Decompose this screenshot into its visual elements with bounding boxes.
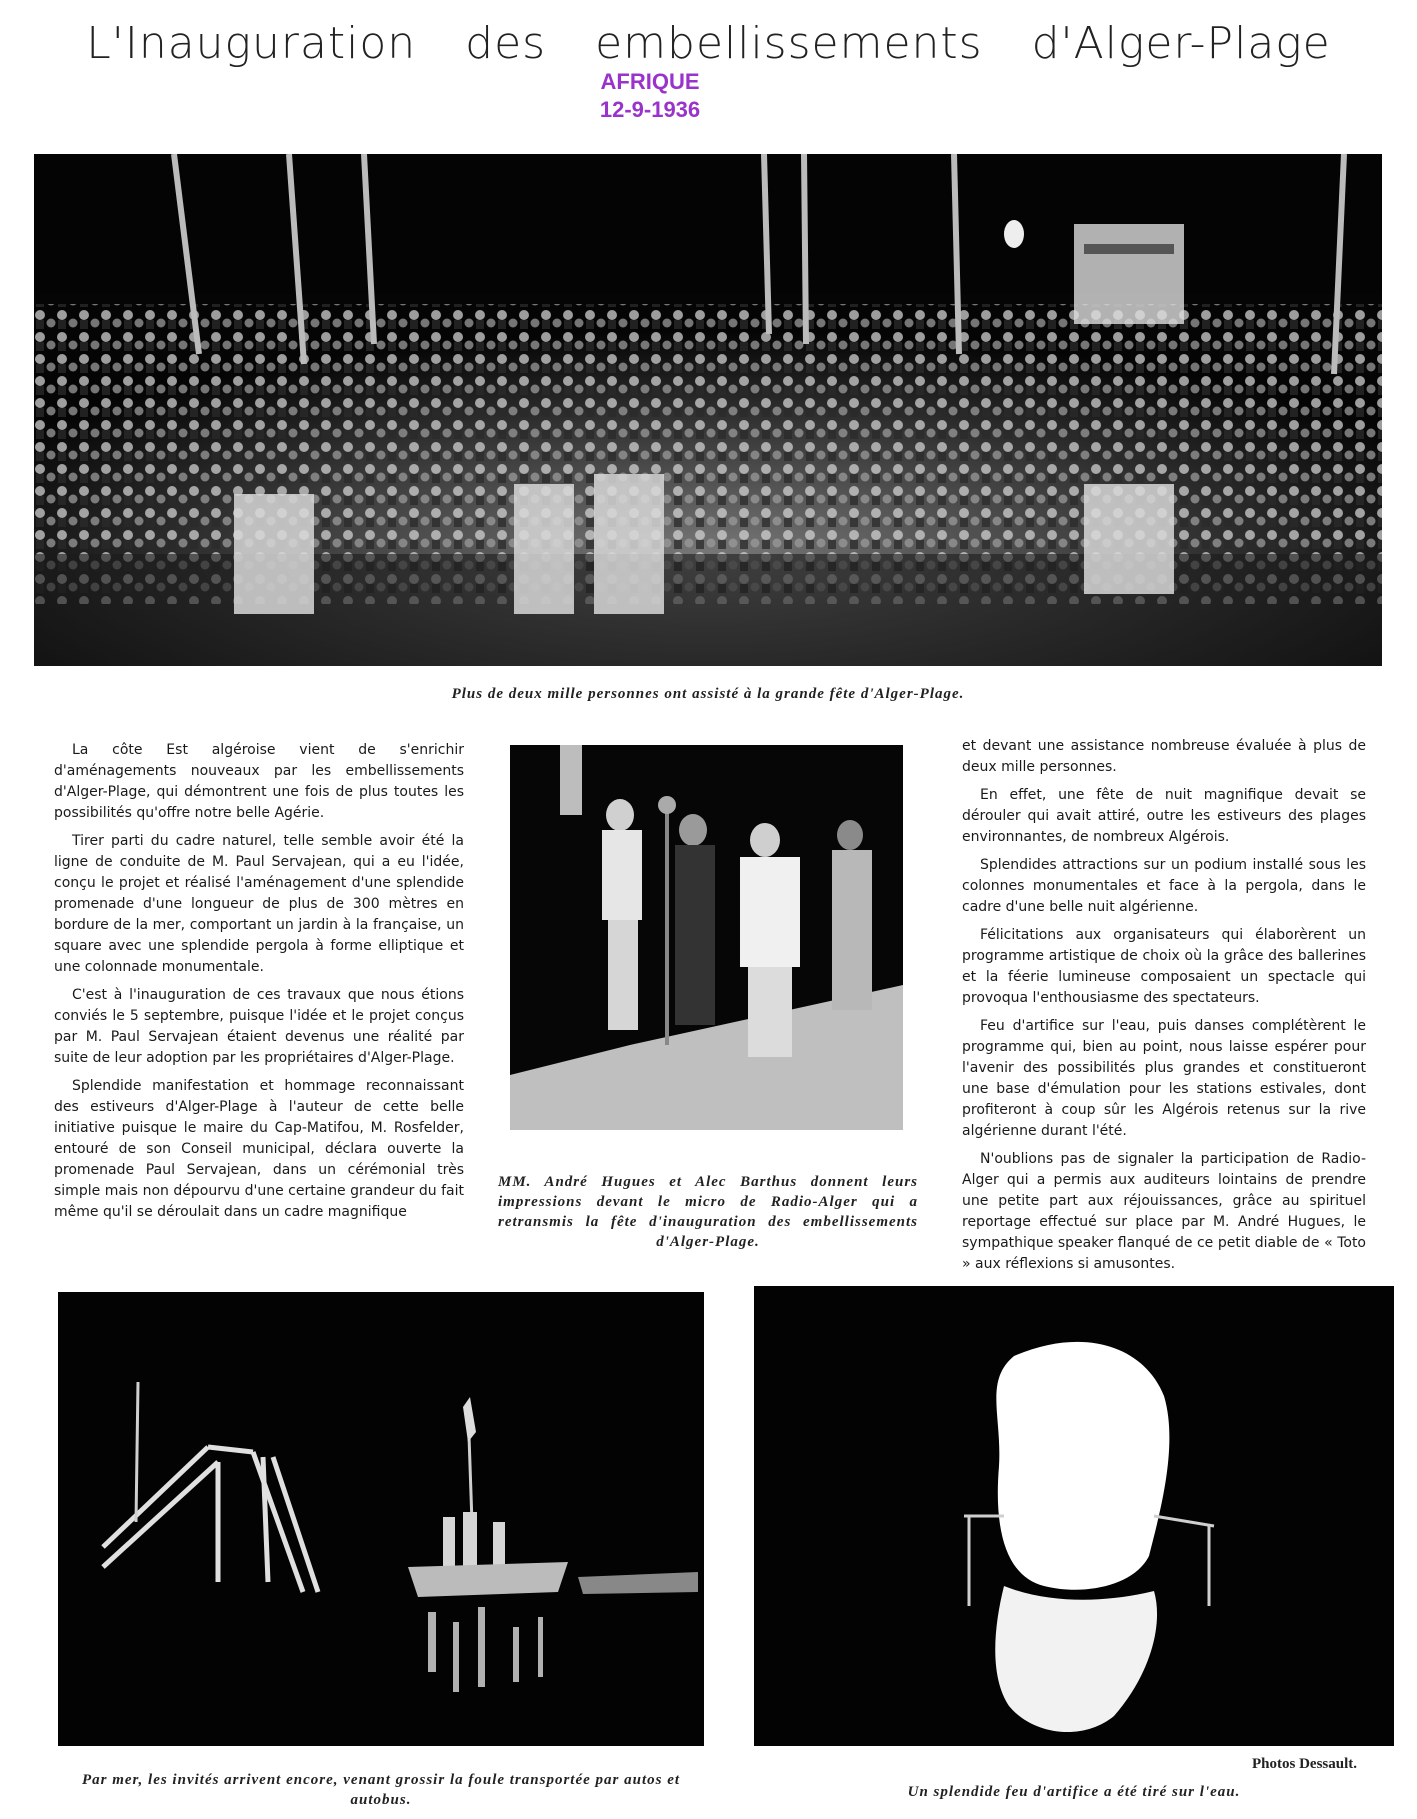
article-column-3 [962, 736, 1366, 1282]
paragraph: Splendides attractions sur un podium installé sous les colonnes monumentales et face à la pergola, dans le cadre d'une belle nuit algérienne. [962, 857, 1366, 915]
paragraph: Félicitations aux organisateurs qui élaborèrent un programme artistique de choix où la grâce des ballerines et la féerie lumineuse composaient un spectacle qui provoqua l'enthousiasme des spectateurs. [962, 927, 1366, 1006]
radio-photo-caption: MM. André Hugues et Alec Barthus donnent leurs impressions devant le micro de Radio-Alger qui a retransmis la fête d'inauguration des embellissements d'Alger-Plage. [498, 1174, 918, 1250]
crowd-photo-caption: Plus de deux mille personnes ont assisté à la grande fête d'Alger-Plage. [451, 686, 965, 702]
paragraph: La côte Est algéroise vient de s'enrichir d'aménagements nouveaux par les embellissements d'Alger-Plage, qui démontrent une fois de plus toutes les possibilités qu'offre notre belle Agérie. [54, 742, 464, 821]
fireworks-photo [754, 1286, 1394, 1746]
stamp-date: 12-9-1936 [599, 97, 701, 122]
crowd-photo [34, 154, 1382, 666]
photo-credit: Photos Dessault. [1252, 1756, 1358, 1772]
paragraph: En effet, une fête de nuit magnifique devait se dérouler qui avait attiré, outre les estiveurs des plages environnantes, de nombreux Algérois. [962, 787, 1366, 845]
article-title: L'Inauguration des embellissements d'Alger-Plage [86, 18, 1331, 69]
archive-stamp [560, 68, 740, 124]
paragraph: et devant une assistance nombreuse évaluée à plus de deux mille personnes. [962, 738, 1366, 775]
article-column-1 [54, 740, 464, 1230]
paragraph: Tirer parti du cadre naturel, telle semble avoir été la ligne de conduite de M. Paul Servajean, qui a eu l'idée, conçu le projet et réalisé l'aménagement d'une splendide promenade d'une longueur de plus de 300 mètres en bordure de la mer, comportant un jardin à la française, un square avec une splendide pergola à forme elliptique et une colonnade monumentale. [54, 833, 464, 975]
sea-arrival-photo [58, 1292, 704, 1746]
radio-alger-photo [510, 745, 903, 1130]
fireworks-photo-caption: Un splendide feu d'artifice a été tiré sur l'eau. [907, 1784, 1241, 1800]
paragraph: N'oublions pas de signaler la participation de Radio-Alger qui a permis aux auditeurs lointains de prendre une petite part aux réjouissances, grâce au spirituel reportage effectué sur place par M. André Hugues, le sympathique speaker flanqué de ce petit diable de « Toto » aux réflexions si amusontes. [962, 1151, 1366, 1272]
paragraph: Feu d'artifice sur l'eau, puis danses complétèrent le programme qui, bien au point, nous laisse espérer pour l'avenir des possibilités plus grandes et constitueront une base d'émulation pour les stations estivales, dont profiteront à coup sûr les Algérois retenus sur la rive algérienne durant l'été. [962, 1018, 1366, 1139]
paragraph: Splendide manifestation et hommage reconnaissant des estiveurs d'Alger-Plage à l'auteur de cette belle initiative puisque le maire du Cap-Matifou, M. Rosfelder, entouré de son Conseil municipal, déclara ouverte la promenade Paul Servajean, dans un cérémonial très simple mais non dépourvu d'une certaine grandeur du fait même qu'il se déroulait dans un cadre magnifique [54, 1078, 464, 1220]
sea-photo-caption: Par mer, les invités arrivent encore, venant grossir la foule transportée par autos et autobus. [81, 1772, 681, 1808]
stamp-publication: AFRIQUE [600, 69, 700, 94]
paragraph: C'est à l'inauguration de ces travaux que nous étions conviés le 5 septembre, puisque l'idée et le projet conçus par M. Paul Servajean étaient devenus une réalité par suite de leur adoption par les propriétaires d'Alger-Plage. [54, 987, 464, 1066]
